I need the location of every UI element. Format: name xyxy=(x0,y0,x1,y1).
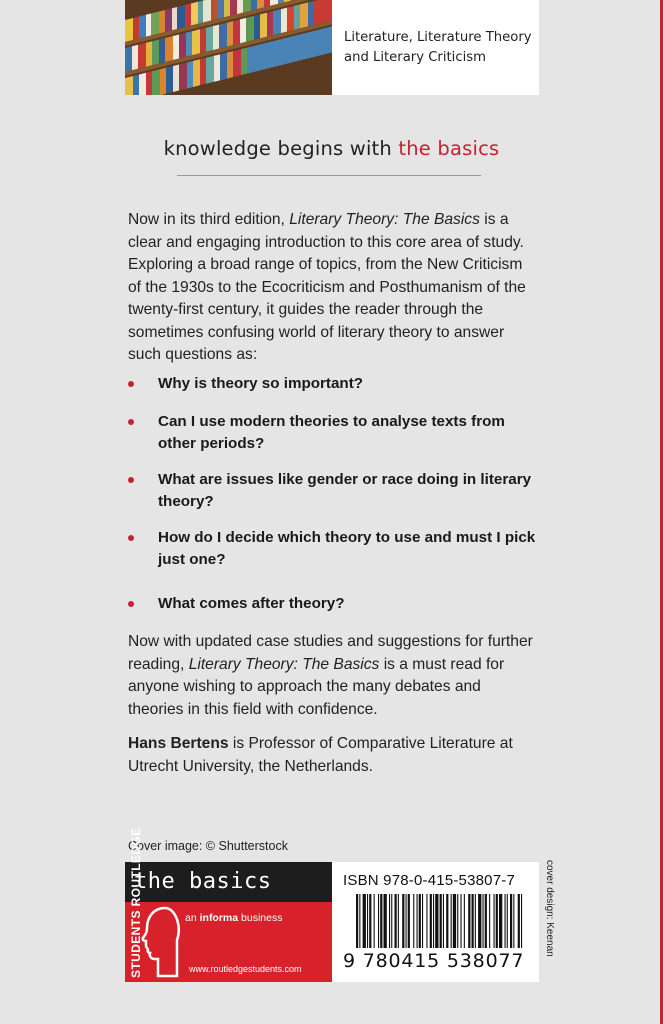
list-item xyxy=(128,411,538,455)
barcode-bar xyxy=(359,894,360,948)
barcode-bar xyxy=(367,894,368,948)
barcode-bar xyxy=(413,894,414,948)
intro-text-2: is a clear and engaging introduction to this core area of study. Exploring a broad range of topics, from the New Criticism of the 1930s to the Ecocriticism and Posthumanism of the twenty-first century, it guides the reader through the sometimes confusing world of literary theory to answer such questions as: xyxy=(128,211,526,363)
barcode-bar xyxy=(443,894,444,948)
bullet-icon xyxy=(128,419,134,425)
barcode-bar xyxy=(378,894,379,948)
outro-book-title: Literary Theory: The Basics xyxy=(188,655,380,673)
list-item xyxy=(128,469,538,513)
barcode-bar xyxy=(374,894,375,948)
barcode-bar xyxy=(402,894,404,948)
bookshelf-image xyxy=(125,0,332,95)
divider-rule xyxy=(177,175,481,176)
barcode-bar xyxy=(426,894,427,948)
intro-paragraph xyxy=(128,209,538,367)
list-item xyxy=(128,593,538,615)
bullet-icon xyxy=(128,477,134,483)
routledge-logo xyxy=(125,827,181,982)
barcode-bar xyxy=(435,894,438,948)
barcode-bar xyxy=(499,894,502,948)
barcode-bar xyxy=(472,894,474,948)
series-label-box xyxy=(332,0,539,95)
barcode-bar xyxy=(507,894,508,948)
question-text: What comes after theory? xyxy=(158,595,345,612)
question-text: Why is theory so important? xyxy=(158,375,364,392)
barcode-bar xyxy=(433,894,434,948)
barcode-bar xyxy=(419,894,421,948)
top-banner xyxy=(125,0,539,95)
questions-list xyxy=(128,373,538,615)
question-text: Can I use modern theories to analyse texts from other periods? xyxy=(158,413,505,452)
outro-text-1: Now with updated case studies and suggestions for further reading, xyxy=(128,633,533,673)
bullet-icon xyxy=(128,601,134,607)
barcode-bar xyxy=(513,894,514,948)
publisher-name-vertical: STUDENTS ROUTLEDGE xyxy=(129,827,143,978)
series-title-line-1: Literature, Literature Theory xyxy=(344,29,532,45)
barcode-bar xyxy=(380,894,382,948)
intro-book-title: Literary Theory: The Basics xyxy=(289,211,480,228)
barcode-bar xyxy=(475,894,476,948)
barcode-bar xyxy=(457,894,458,948)
barcode-bar xyxy=(440,894,442,948)
tagline-accent: the basics xyxy=(398,137,500,160)
isbn-panel xyxy=(332,862,539,982)
author-name: Hans Bertens xyxy=(128,735,229,752)
barcode-bar xyxy=(391,894,392,948)
author-bio xyxy=(128,733,538,778)
list-item xyxy=(128,527,538,571)
list-item xyxy=(128,373,538,395)
barcode-bar xyxy=(478,894,481,948)
barcode-bar xyxy=(422,894,423,948)
outro-paragraph xyxy=(128,631,538,721)
barcode-bar xyxy=(510,894,512,948)
barcode-bar xyxy=(485,894,487,948)
question-text: How do I decide which theory to use and must I pick just one? xyxy=(158,529,536,568)
bullet-icon xyxy=(128,381,134,387)
informa-tagline xyxy=(185,912,282,924)
barcode-bar xyxy=(494,894,495,948)
cover-image-credit: Cover image: © Shutterstock xyxy=(128,839,288,853)
intro-text-1: Now in its third edition, xyxy=(128,211,290,228)
barcode-bar xyxy=(496,894,498,948)
barcode-bar xyxy=(446,894,448,948)
series-title-line-2: and Literary Criticism xyxy=(344,49,486,65)
barcode-bar xyxy=(464,894,465,948)
barcode-bar xyxy=(406,894,407,948)
barcode-bar xyxy=(489,894,490,948)
barcode-icon xyxy=(356,894,523,948)
bookshelf-illustration xyxy=(125,0,332,95)
informa-bold: informa xyxy=(199,912,239,924)
barcode-bar xyxy=(408,894,410,948)
barcode-bar xyxy=(430,894,432,948)
barcode-bar xyxy=(483,894,484,948)
bullet-icon xyxy=(128,535,134,541)
barcode-bar xyxy=(395,894,397,948)
barcode-bar xyxy=(461,894,462,948)
series-title xyxy=(344,28,532,68)
barcode-bar xyxy=(384,894,387,948)
barcode-bar xyxy=(389,894,390,948)
barcode-bar xyxy=(363,894,366,948)
isbn-digits: 9 780415 538077 xyxy=(343,950,525,972)
informa-suffix: business xyxy=(238,912,283,924)
tagline xyxy=(0,137,663,160)
barcode-bar xyxy=(356,894,358,948)
question-text: What are issues like gender or race doing in literary theory? xyxy=(158,471,532,510)
isbn-label: ISBN 978-0-415-53807-7 xyxy=(343,872,516,889)
informa-prefix: an xyxy=(185,912,200,924)
barcode-bar xyxy=(369,894,371,948)
barcode-bar xyxy=(453,894,456,948)
barcode-bar xyxy=(505,894,506,948)
series-logo: the basics xyxy=(125,862,332,902)
barcode-bar xyxy=(451,894,452,948)
cover-designer-credit: cover design: Keenan xyxy=(544,860,555,957)
barcode-bar xyxy=(518,894,520,948)
author-bio-text: is Professor of Comparative Literature at Utrecht University, the Netherlands. xyxy=(128,735,513,775)
publisher-website: www.routledgestudents.com xyxy=(189,964,302,974)
barcode-bar xyxy=(468,894,470,948)
barcode-bar xyxy=(521,894,522,948)
outro-text-2: is a must read for anyone wishing to approach the many debates and theories in this field with confidence. xyxy=(128,655,505,718)
tagline-prefix: knowledge begins with xyxy=(163,137,399,160)
barcode-bar xyxy=(417,894,418,948)
barcode-bar xyxy=(398,894,399,948)
